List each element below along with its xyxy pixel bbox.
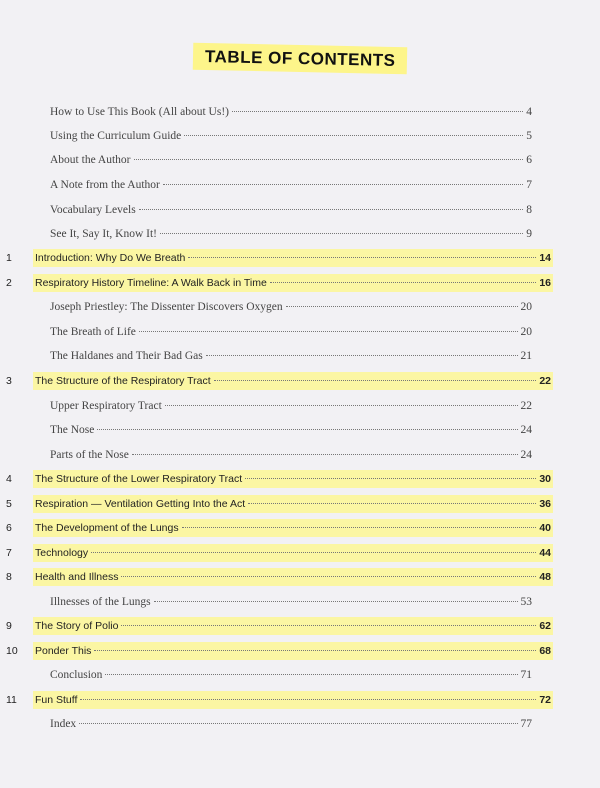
chapter-number: 6 (6, 522, 12, 534)
chapter-entry[interactable] (6, 372, 553, 390)
dot-leader (184, 135, 523, 136)
chapter-label: Introduction: Why Do We Breath (35, 252, 186, 264)
chapter-entry[interactable] (6, 544, 553, 562)
chapter-page: 16 (539, 277, 551, 289)
dot-leader (121, 576, 536, 577)
chapter-label: Respiratory History Timeline: A Walk Back in Time (35, 277, 267, 289)
chapter-entry[interactable] (6, 249, 553, 267)
entry-page: 9 (526, 228, 532, 240)
chapter-entry[interactable] (6, 274, 553, 292)
dot-leader (248, 503, 536, 504)
entry-label: Vocabulary Levels (50, 204, 136, 216)
toc-entry[interactable] (50, 201, 532, 219)
entry-page: 20 (520, 326, 532, 338)
entry-label: See It, Say It, Know It! (50, 228, 157, 240)
chapter-page: 68 (539, 645, 551, 657)
entry-page: 24 (520, 424, 532, 436)
chapter-page: 22 (539, 375, 551, 387)
dot-leader (132, 454, 518, 455)
chapter-label: The Story of Polio (35, 620, 119, 632)
chapter-entry[interactable] (6, 470, 553, 488)
entry-page: 4 (526, 106, 532, 118)
toc-entry[interactable] (50, 323, 532, 341)
chapter-page: 62 (539, 620, 551, 632)
entry-page: 20 (520, 301, 532, 313)
toc-entry[interactable] (50, 347, 532, 365)
chapter-page: 72 (539, 694, 551, 706)
dot-leader (160, 233, 523, 234)
chapter-number: 8 (6, 571, 12, 583)
entry-page: 24 (520, 449, 532, 461)
entry-page: 6 (526, 154, 532, 166)
toc-entry[interactable] (50, 715, 532, 733)
chapter-label: Ponder This (35, 645, 92, 657)
dot-leader (188, 257, 536, 258)
entry-label: Using the Curriculum Guide (50, 130, 182, 142)
chapter-entry[interactable] (6, 495, 553, 513)
toc-entry[interactable] (50, 103, 532, 121)
title-area (0, 45, 600, 72)
chapter-entry[interactable] (6, 568, 553, 586)
dot-leader (139, 209, 524, 210)
dot-leader (139, 331, 518, 332)
toc-entry[interactable] (50, 225, 532, 243)
entry-page: 7 (526, 179, 532, 191)
chapter-label: The Development of the Lungs (35, 522, 179, 534)
chapter-label: Health and Illness (35, 571, 119, 583)
entry-label: The Breath of Life (50, 326, 136, 338)
dot-leader (286, 306, 518, 307)
chapter-page: 40 (539, 522, 551, 534)
dot-leader (134, 159, 524, 160)
entry-label: The Nose (50, 424, 95, 436)
chapter-number: 1 (6, 252, 12, 264)
dot-leader (91, 552, 536, 553)
toc-entry[interactable] (50, 127, 532, 145)
chapter-page: 30 (539, 473, 551, 485)
entry-label: How to Use This Book (All about Us!) (50, 106, 229, 118)
entry-page: 22 (520, 400, 532, 412)
toc-entry[interactable] (50, 666, 532, 684)
chapter-entry[interactable] (6, 642, 553, 660)
entry-label: The Haldanes and Their Bad Gas (50, 350, 203, 362)
toc-entry[interactable] (50, 176, 532, 194)
entry-label: Parts of the Nose (50, 449, 129, 461)
chapter-number: 10 (6, 645, 18, 657)
chapter-number: 2 (6, 277, 12, 289)
entry-label: Illnesses of the Lungs (50, 596, 151, 608)
dot-leader (232, 111, 523, 112)
dot-leader (163, 184, 523, 185)
entry-label: Joseph Priestley: The Dissenter Discovers Oxygen (50, 301, 283, 313)
dot-leader (206, 355, 518, 356)
dot-leader (270, 282, 536, 283)
chapter-number: 5 (6, 498, 12, 510)
chapter-label: Respiration — Ventilation Getting Into the Act (35, 498, 246, 510)
dot-leader (182, 527, 537, 528)
chapter-number: 7 (6, 547, 12, 559)
chapter-number: 9 (6, 620, 12, 632)
dot-leader (214, 380, 537, 381)
chapter-page: 14 (539, 252, 551, 264)
dot-leader (121, 625, 536, 626)
toc-entry[interactable] (50, 298, 532, 316)
dot-leader (79, 723, 517, 724)
dot-leader (94, 650, 536, 651)
entry-page: 5 (526, 130, 532, 142)
page-title: TABLE OF CONTENTS (193, 43, 408, 74)
entry-page: 77 (520, 718, 532, 730)
dot-leader (80, 699, 536, 700)
chapter-entry[interactable] (6, 691, 553, 709)
entry-label: Conclusion (50, 669, 103, 681)
dot-leader (105, 674, 517, 675)
entry-label: Upper Respiratory Tract (50, 400, 162, 412)
chapter-label: The Structure of the Lower Respiratory Tract (35, 473, 243, 485)
chapter-entry[interactable] (6, 519, 553, 537)
entry-label: A Note from the Author (50, 179, 160, 191)
toc-entry[interactable] (50, 446, 532, 464)
chapter-label: Fun Stuff (35, 694, 78, 706)
entry-label: Index (50, 718, 77, 730)
dot-leader (97, 429, 517, 430)
chapter-number: 4 (6, 473, 12, 485)
toc-entry[interactable] (50, 151, 532, 169)
chapter-number: 3 (6, 375, 12, 387)
dot-leader (154, 601, 518, 602)
toc-entry[interactable] (50, 421, 532, 439)
chapter-page: 48 (539, 571, 551, 583)
chapter-number: 11 (6, 694, 17, 706)
chapter-page: 44 (539, 547, 551, 559)
dot-leader (165, 405, 518, 406)
chapter-page: 36 (539, 498, 551, 510)
entry-page: 8 (526, 204, 532, 216)
entry-page: 21 (520, 350, 532, 362)
chapter-entry[interactable] (6, 617, 553, 635)
chapter-label: The Structure of the Respiratory Tract (35, 375, 211, 387)
toc-entry[interactable] (50, 593, 532, 611)
entry-page: 71 (520, 669, 532, 681)
chapter-label: Technology (35, 547, 89, 559)
entry-page: 53 (520, 596, 532, 608)
dot-leader (245, 478, 536, 479)
toc-entry[interactable] (50, 397, 532, 415)
entry-label: About the Author (50, 154, 131, 166)
